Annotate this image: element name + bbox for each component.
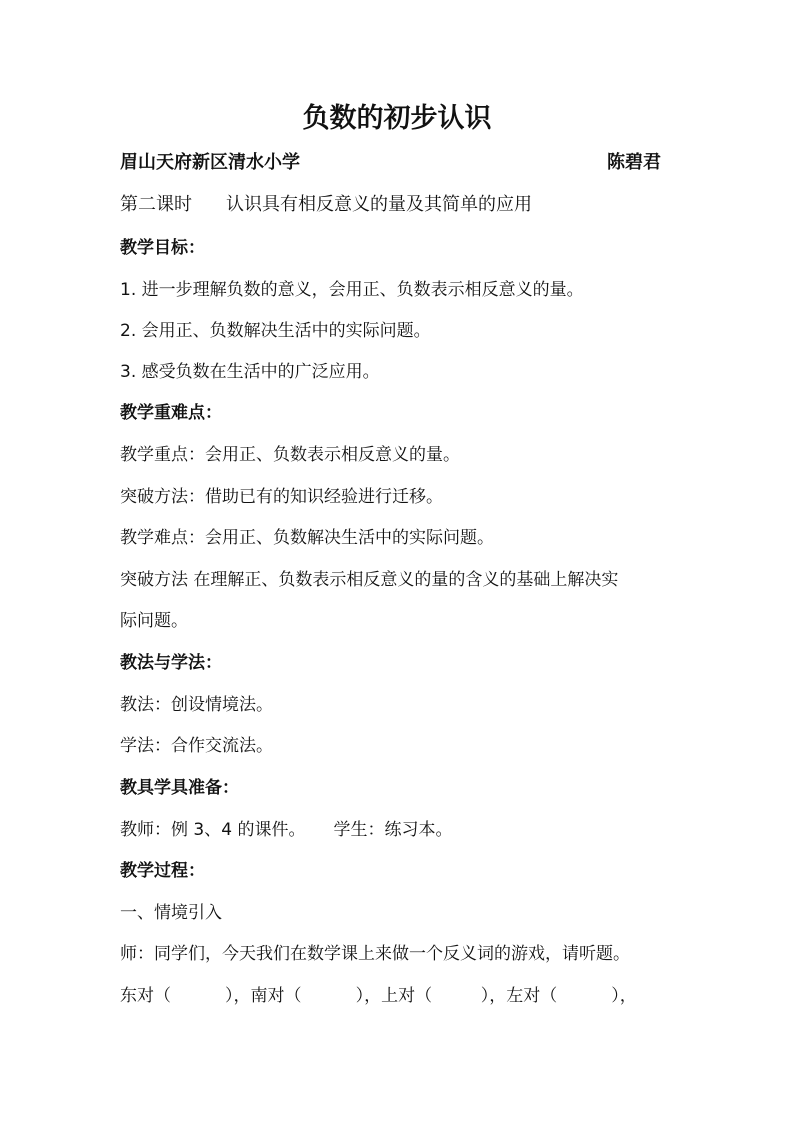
difficulty-method-continued: 际问题。 — [120, 611, 188, 631]
process-paragraph-2: 东对（ ），南对（ ），上对（ ），左对（ ）， — [120, 986, 637, 1006]
lesson-label: 第二课时 — [120, 194, 192, 215]
learning-method-text: 学法：合作交流法。 — [120, 736, 273, 756]
teaching-method-text: 教法：创设情境法。 — [120, 695, 273, 715]
lesson-topic: 认识具有相反意义的量及其简单的应用 — [226, 194, 532, 215]
goal-item-3: 3. 感受负数在生活中的广泛应用。 — [120, 362, 380, 382]
difficulty-text: 教学难点：会用正、负数解决生活中的实际问题。 — [120, 528, 494, 548]
difficulty-method-text: 突破方法 在理解正、负数表示相反意义的量的含义的基础上解决实 — [120, 570, 619, 590]
lesson-line — [120, 190, 532, 216]
goals-heading: 教学目标： — [120, 238, 205, 258]
section-heading-1: 一、情境引入 — [120, 903, 222, 923]
methods-heading: 教法与学法： — [120, 653, 222, 673]
goal-item-1: 1. 进一步理解负数的意义，会用正、负数表示相反意义的量。 — [120, 280, 584, 300]
school-name: 眉山天府新区清水小学 — [120, 152, 300, 173]
focus-text: 教学重点：会用正、负数表示相反意义的量。 — [120, 445, 460, 465]
tools-heading: 教具学具准备： — [120, 778, 239, 798]
student-tools: 学生：练习本。 — [333, 820, 453, 840]
byline — [120, 148, 661, 174]
teacher-tools: 教师：例 3、4 的课件。 — [120, 820, 306, 840]
process-heading: 教学过程： — [120, 861, 205, 881]
author-name: 陈碧君 — [607, 152, 661, 173]
tools-line — [120, 815, 452, 840]
page-title: 负数的初步认识 — [302, 103, 492, 134]
process-paragraph-1: 师：同学们，今天我们在数学课上来做一个反义词的游戏，请听题。 — [120, 944, 630, 964]
goal-item-2: 2. 会用正、负数解决生活中的实际问题。 — [120, 321, 431, 341]
focus-method-text: 突破方法：借助已有的知识经验进行迁移。 — [120, 487, 443, 507]
keypoints-heading: 教学重难点： — [120, 403, 222, 423]
